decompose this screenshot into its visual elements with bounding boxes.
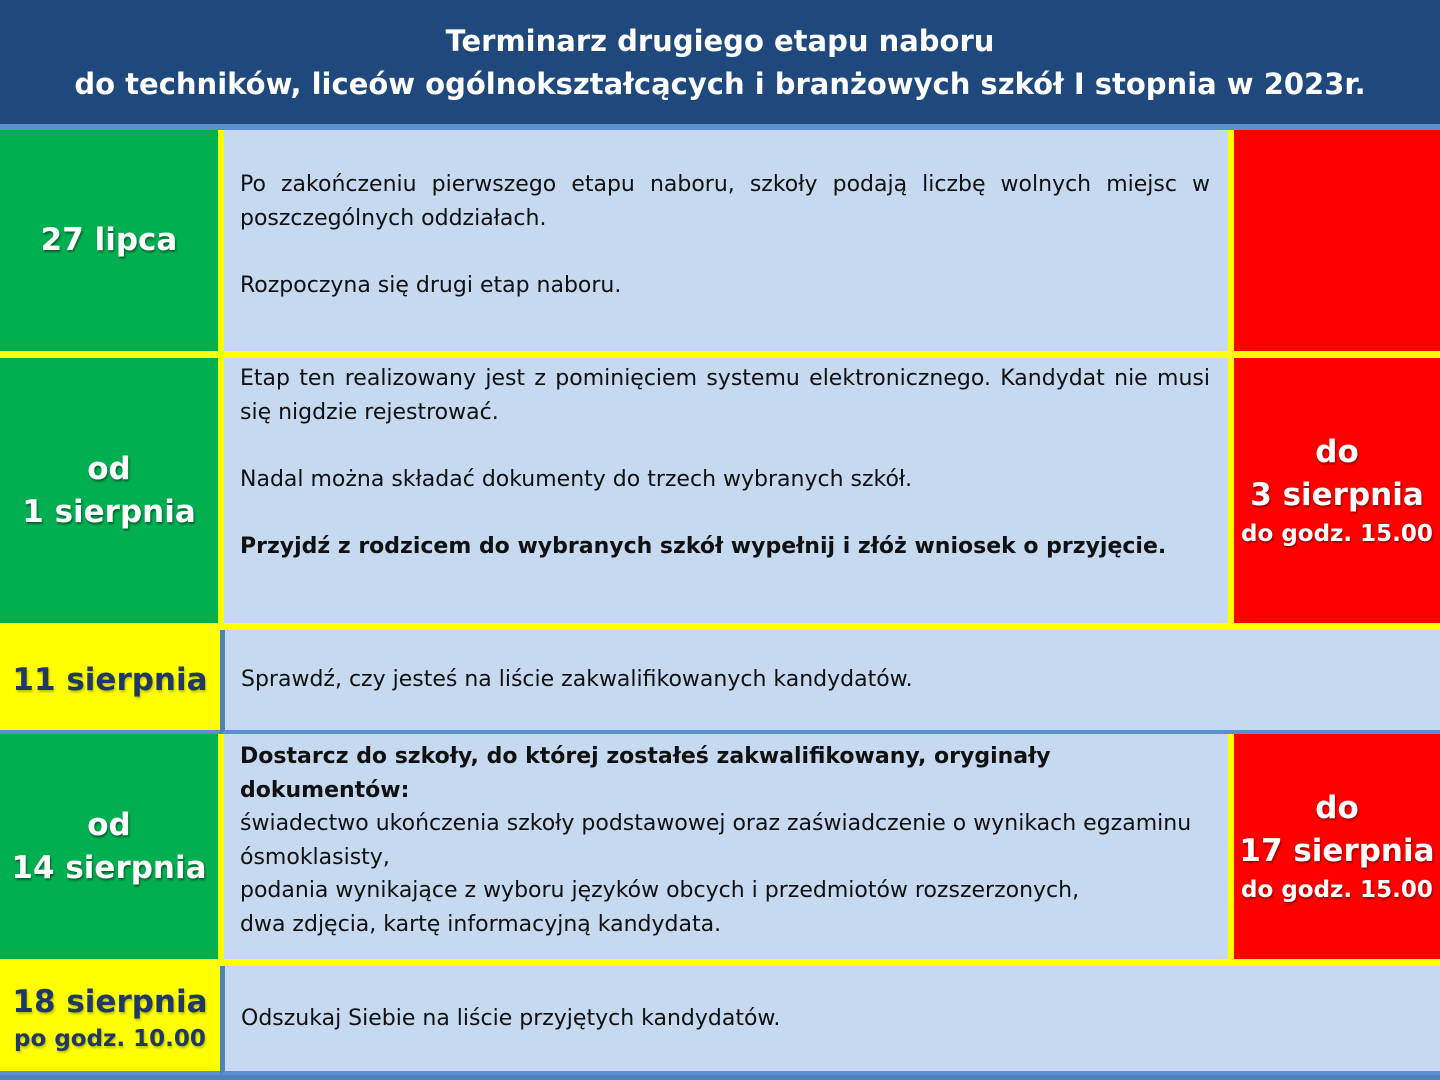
paragraph: Sprawdź, czy jesteś na liście zakwalifikowanych kandydatów. — [241, 667, 913, 693]
date-label: 11 sierpnia — [12, 662, 208, 698]
document-item: dwa zdjęcia, kartę informacyjną kandydata. — [240, 911, 722, 937]
paragraph-bold: Dostarcz do szkoły, do której zostałeś zakwalifikowany, oryginały dokumentów: — [240, 744, 1051, 803]
date-label: 27 lipca — [40, 222, 178, 258]
date-cell-od-1-sierpnia — [0, 358, 225, 630]
paragraph: Odszukaj Siebie na liście przyjętych kandydatów. — [241, 1005, 781, 1031]
bottom-border — [0, 1075, 1440, 1080]
deadline-cell-3-sierpnia — [1234, 358, 1440, 630]
deadline-date: 17 sierpnia — [1239, 832, 1435, 869]
paragraph-bold: Przyjdź z rodzicem do wybranych szkół wypełnij i złóż wniosek o przyjęcie. — [240, 533, 1167, 559]
deadline-prefix: do — [1315, 433, 1359, 470]
date-cell-11-sierpnia — [0, 630, 220, 734]
document-item: podania wynikające z wyboru języków obcych i przedmiotów rozszerzonych, — [240, 878, 1080, 903]
date-label: 14 sierpnia — [11, 849, 207, 886]
content-cell-row-4 — [218, 734, 1234, 966]
deadline-time: do godz. 15.00 — [1241, 520, 1433, 547]
date-cell-18-sierpnia — [0, 966, 220, 1075]
paragraph: Nadal można składać dokumenty do trzech wybranych szkół. — [240, 466, 913, 492]
date-prefix: od — [87, 806, 131, 843]
content-cell-row-2 — [218, 358, 1234, 630]
deadline-time: do godz. 15.00 — [1241, 876, 1433, 903]
content-cell-row-3 — [220, 630, 1440, 734]
date-cell-od-14-sierpnia — [0, 734, 225, 966]
document-item: świadectwo ukończenia szkoły podstawowej oraz zaświadczenie o wynikach egzaminu ósmoklasisty, — [240, 811, 1192, 870]
date-prefix: od — [87, 450, 131, 487]
date-cell-27-lipca — [0, 130, 225, 358]
deadline-cell-17-sierpnia — [1234, 734, 1440, 966]
paragraph: Etap ten realizowany jest z pominięciem systemu elektronicznego. Kandydat nie musi się nigdzie rejestrować. — [240, 366, 1210, 425]
content-cell-row-1 — [218, 130, 1234, 358]
date-time: po godz. 10.00 — [14, 1025, 206, 1052]
paragraph: Po zakończeniu pierwszego etapu naboru, szkoły podają liczbę wolnych miejsc w poszczególnych oddziałach. — [240, 172, 1210, 231]
title-line-1: Terminarz drugiego etapu naboru — [445, 24, 995, 58]
date-label: 1 sierpnia — [22, 493, 196, 530]
deadline-prefix: do — [1315, 789, 1359, 826]
deadline-cell-empty — [1234, 130, 1440, 358]
title-line-2: do techników, liceów ogólnokształcących i branżowych szkół I stopnia w 2023r. — [74, 67, 1366, 101]
deadline-date: 3 sierpnia — [1250, 476, 1424, 513]
date-label: 18 sierpnia — [12, 983, 208, 1020]
page-title — [0, 0, 1440, 125]
paragraph: Rozpoczyna się drugi etap naboru. — [240, 272, 622, 298]
content-cell-row-5 — [220, 966, 1440, 1075]
